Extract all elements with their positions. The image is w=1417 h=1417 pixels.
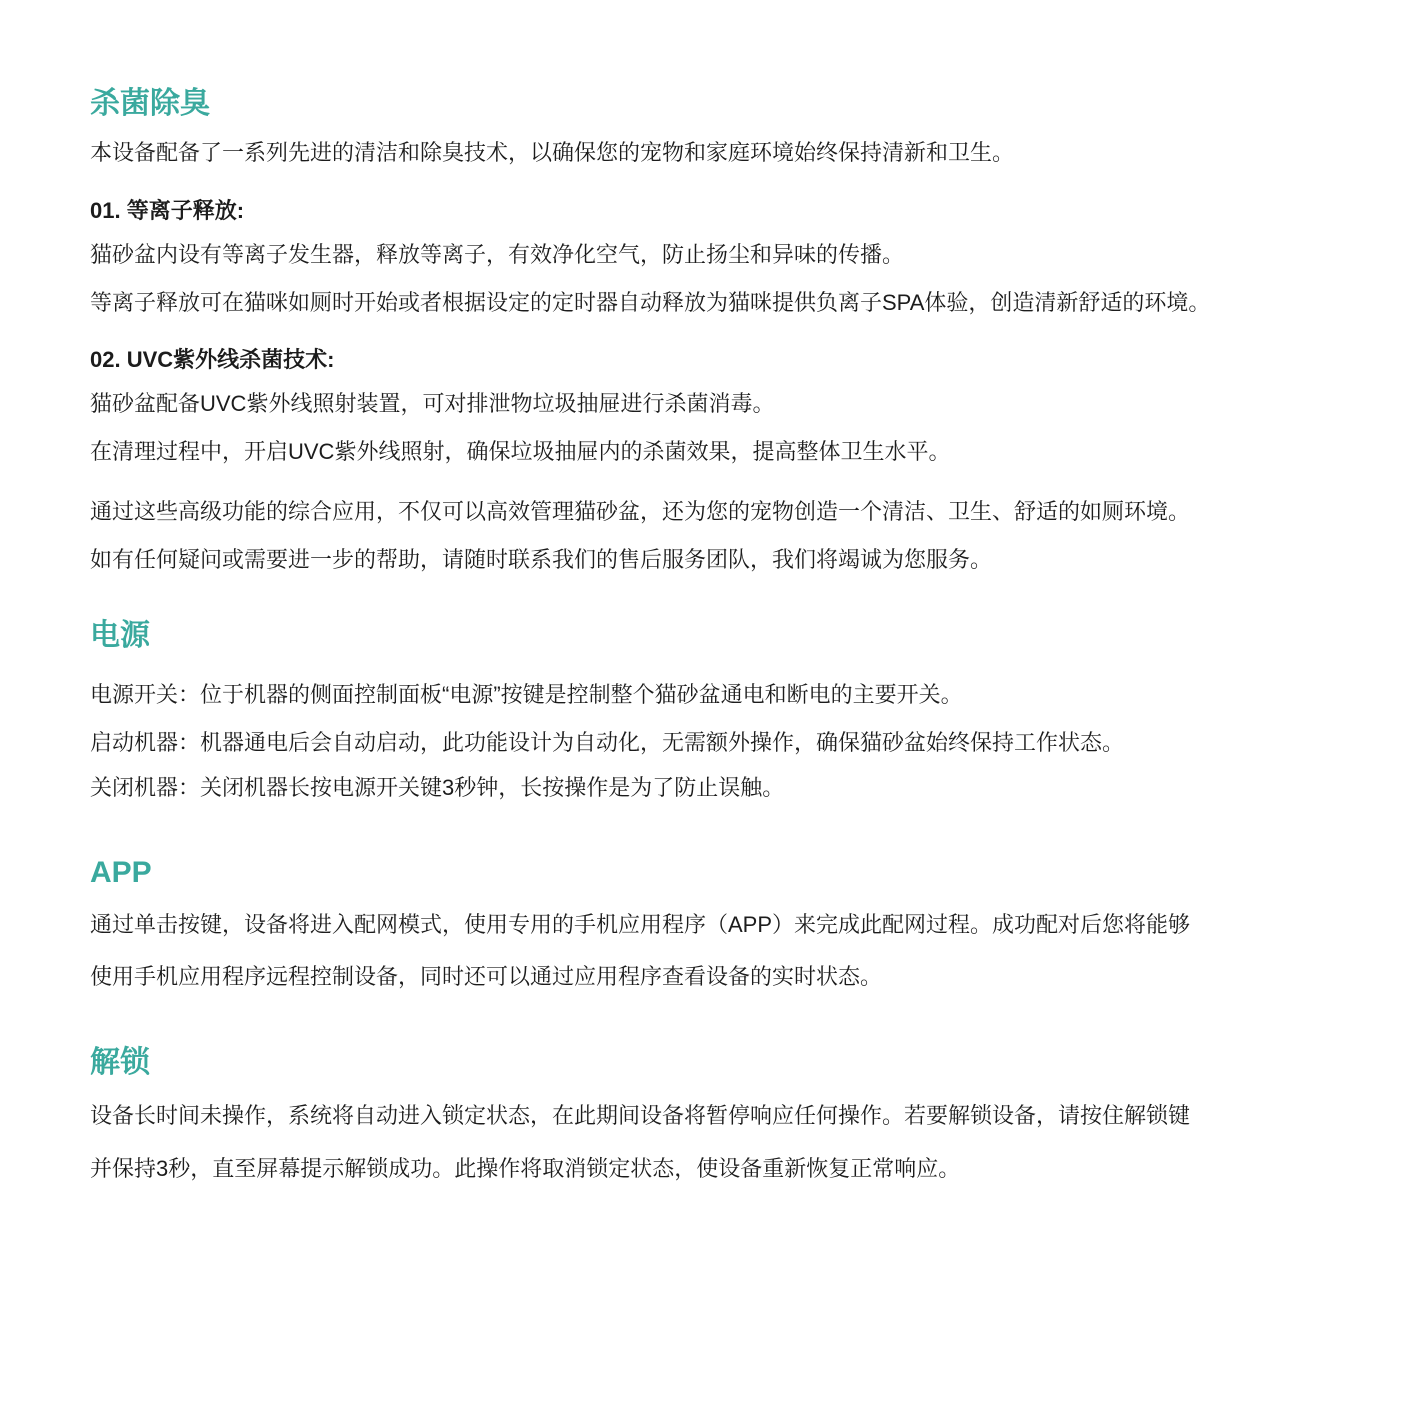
section-title-app: APP <box>90 856 152 889</box>
section-title-unlock: 解锁 <box>90 1046 150 1079</box>
subsection-heading-uvc: 02. UVC紫外线杀菌技术: <box>90 347 335 372</box>
app-line-2: 使用手机应用程序远程控制设备，同时还可以通过应用程序查看设备的实时状态。 <box>90 964 883 989</box>
sterilize-intro-paragraph: 本设备配备了一系列先进的清洁和除臭技术，以确保您的宠物和家庭环境始终保持清新和卫生。 <box>90 140 1015 165</box>
power-switch-line: 电源开关：位于机器的侧面控制面板“电源”按键是控制整个猫砂盆通电和断电的主要开关。 <box>90 682 963 707</box>
sterilize-closing-2: 如有任何疑问或需要进一步的帮助，请随时联系我们的售后服务团队，我们将竭诚为您服务。 <box>90 547 993 572</box>
section-title-sterilize-deodorize: 杀菌除臭 <box>90 87 210 120</box>
section-sterilize-deodorize <box>90 86 1331 575</box>
app-line-1: 通过单击按键，设备将进入配网模式，使用专用的手机应用程序（APP）来完成此配网过程。成功配对后您将能够 <box>90 912 1191 937</box>
section-power <box>90 618 1331 803</box>
uvc-line-2: 在清理过程中，开启UVC紫外线照射，确保垃圾抽屉内的杀菌效果，提高整体卫生水平。 <box>90 439 951 464</box>
unlock-line-2: 并保持3秒，直至屏幕提示解锁成功。此操作将取消锁定状态，使设备重新恢复正常响应。 <box>90 1156 961 1181</box>
subsection-heading-plasma: 01. 等离子释放: <box>90 198 245 223</box>
section-title-power: 电源 <box>90 619 150 652</box>
sterilize-closing-1: 通过这些高级功能的综合应用，不仅可以高效管理猫砂盆，还为您的宠物创造一个清洁、卫生、舒适的如厕环境。 <box>90 499 1191 524</box>
power-off-line: 关闭机器：关闭机器长按电源开关键3秒钟，长按操作是为了防止误触。 <box>90 775 785 800</box>
unlock-line-1: 设备长时间未操作，系统将自动进入锁定状态，在此期间设备将暂停响应任何操作。若要解锁设备，请按住解锁键 <box>90 1103 1191 1128</box>
plasma-line-2: 等离子释放可在猫咪如厕时开始或者根据设定的定时器自动释放为猫咪提供负离子SPA体验，创造清新舒适的环境。 <box>90 290 1211 315</box>
uvc-line-1: 猫砂盆配备UVC紫外线照射装置，可对排泄物垃圾抽屉进行杀菌消毒。 <box>90 391 775 416</box>
section-unlock <box>90 1045 1331 1184</box>
power-start-line: 启动机器：机器通电后会自动启动，此功能设计为自动化，无需额外操作，确保猫砂盆始终保持工作状态。 <box>90 730 1125 755</box>
plasma-line-1: 猫砂盆内设有等离子发生器，释放等离子，有效净化空气，防止扬尘和异味的传播。 <box>90 242 905 267</box>
section-app <box>90 855 1331 992</box>
